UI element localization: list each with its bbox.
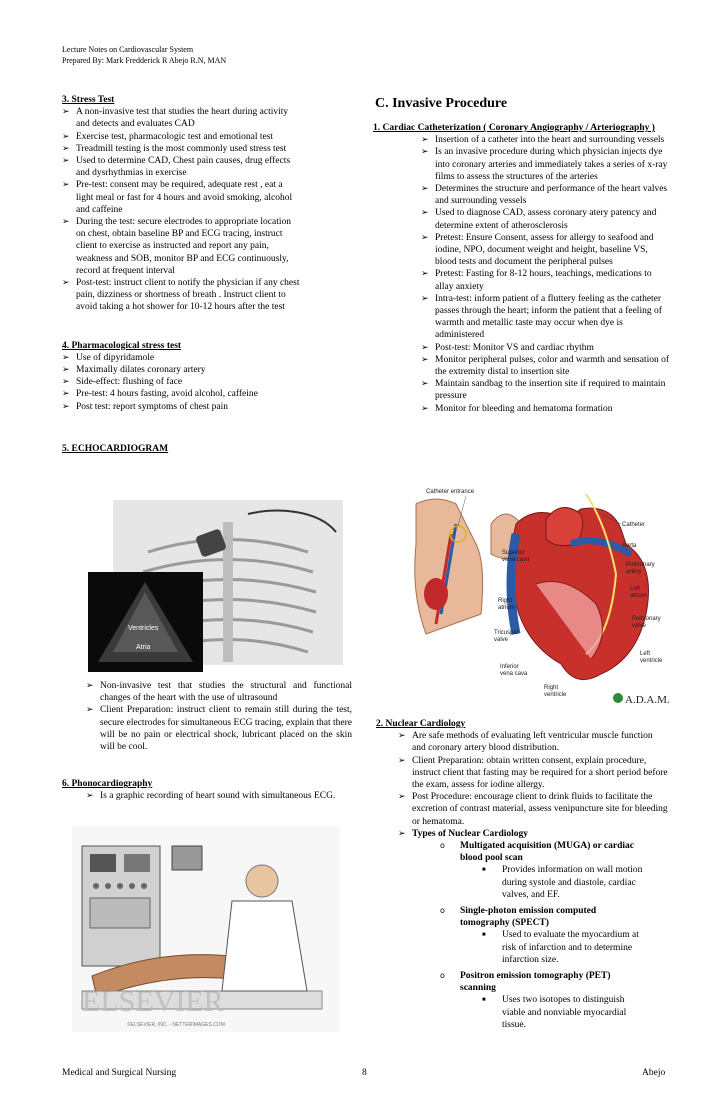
list-item: ➢ Determines the structure and performance of the heart valves and surrounding vessels xyxy=(421,183,671,207)
list-item: ➢ Post Procedure: encourage client to drink fluids to facilitate the excretion of contrast material, assess venipuncture site for bleeding or hematoma. xyxy=(398,791,668,828)
nuclear-section xyxy=(376,718,676,1031)
types-title: Types of Nuclear Cardiology xyxy=(412,828,529,839)
nuclear-title: 2. Nuclear Cardiology xyxy=(376,719,466,729)
list-item: ➢ Pretest: Ensure Consent, assess for allergy to seafood and iodine, NPO, document weight and height, baseline VS, blood tests and document the peripheral pulses xyxy=(421,232,671,269)
list-item: ➢ Intra-test: inform patient of a fluttery feeling as the catheter passes through the heart; inform the patient that a feeling of warmth and metallic taste may occur when dye is administered xyxy=(421,293,671,342)
cath-title: 1. Cardiac Catheterization ( Coronary Angiography / Arteriography ) xyxy=(373,123,655,133)
elsevier-watermark: ELSEVIER xyxy=(82,985,224,1018)
list-item: ➢ Monitor for bleeding and hematoma formation xyxy=(421,403,671,415)
list-item: ➢ Used to determine CAD, Chest pain causes, drug effects and dysrhythmias in exercise xyxy=(62,155,300,179)
type-item xyxy=(438,970,648,1031)
aorta-label: Aorta xyxy=(622,543,637,549)
pharm-stress-title: 4. Pharmacological stress test xyxy=(62,340,182,351)
footer-right: Abejo xyxy=(642,1068,666,1078)
list-item: ➢ Post-test: Monitor VS and cardiac rhythm xyxy=(421,342,671,354)
left-column xyxy=(62,94,352,455)
list-item: ➢ Maintain sandbag to the insertion site if required to maintain pressure xyxy=(421,378,671,402)
catheter-entrance-label: Catheter entrance xyxy=(426,489,475,495)
pharm-stress-list xyxy=(62,352,352,413)
type-item xyxy=(438,905,648,966)
superior-vena-cava-label: Superior vena cava xyxy=(502,550,530,563)
list-item: ➢ Monitor peripheral pulses, color and warmth and sensation of the extremity distal to insertion site xyxy=(421,354,671,378)
footer-left: Medical and Surgical Nursing xyxy=(62,1068,177,1078)
image-credit: ©ELSEVIER, INC. - NETTERIMAGES.COM xyxy=(127,1022,225,1028)
nuclear-list xyxy=(398,730,668,1031)
list-item: ➢ Is a graphic recording of heart sound with simultaneous ECG. xyxy=(86,790,352,802)
list-item: ➢ Client Preparation: obtain written consent, explain procedure, instruct client that fasting may be required for a short period before the exam, assess for iodine allergy. xyxy=(398,755,668,792)
type-item xyxy=(438,840,648,901)
phono-list xyxy=(66,790,352,802)
stress-test-title: 3. Stress Test xyxy=(62,95,115,105)
list-item: ➢ Pretest: Fasting for 8-12 hours, teachings, medications to allay anxiety xyxy=(421,268,671,292)
list-item: ➢ Side-effect: flushing of face xyxy=(62,376,352,388)
page-header xyxy=(62,44,226,66)
types-list xyxy=(412,840,648,1031)
list-item: ➢ Post-test: instruct client to notify the physician if any chest pain, dizziness or shortness of breath . Instruct client to avoid taking a hot shower for 10-12 hours after the test xyxy=(62,277,300,314)
pulmonary-artery-label: Pulmonary artery xyxy=(626,562,655,575)
cath-list xyxy=(421,134,671,415)
phonocardiography-image xyxy=(72,826,340,1032)
echo-text xyxy=(62,680,352,803)
page-number: 8 xyxy=(362,1068,367,1078)
atria-label: Atria xyxy=(136,644,151,651)
list-item: ➢ Treadmill testing is the most commonly used stress test xyxy=(62,143,300,155)
type-name: Single-photon emission computed tomography (SPECT) xyxy=(460,906,597,929)
cardiac-catheterization-diagram xyxy=(396,484,672,710)
type-name: Positron emission tomography (PET) scanning xyxy=(460,971,611,994)
list-item: ➢ A non-invasive test that studies the heart during activity and detects and evaluates CAD xyxy=(62,106,300,130)
left-ventricle-label: Left ventricle xyxy=(640,651,663,664)
list-item: ➢ Is an invasive procedure during which physician injects dye into coronary arteries and immediately takes a series of x-ray films to assess the structures of the arteries xyxy=(421,146,671,183)
right-column xyxy=(373,94,673,415)
svg-text:A.D.A.M.: A.D.A.M. xyxy=(625,694,670,706)
type-name: Multigated acquisition (MUGA) or cardiac blood pool scan xyxy=(460,841,634,864)
list-item: ➢ Non-invasive test that studies the structural and functional changes of the heart with the use of ultrasound xyxy=(86,680,352,704)
list-item: ➢ Use of dipyridamole xyxy=(62,352,352,364)
inferior-vena-cava-label: Inferior vena cava xyxy=(500,664,528,677)
list-item xyxy=(398,828,668,1031)
stress-test-list xyxy=(62,106,300,313)
catheter-label: Catheter xyxy=(622,522,646,528)
echo-title: 5. ECHOCARDIOGRAM xyxy=(62,443,169,454)
list-item: ➢ Client Preparation: instruct client to remain still during the test, secure electrodes for simultaneous ECG tracing, explain that there will be no pain or electrical shock, lubricant placed on the skin will be cool. xyxy=(86,704,352,753)
list-item: ➢ Maximally dilates coronary artery xyxy=(62,364,352,376)
list-item: ➢ Insertion of a catheter into the heart and surrounding vessels xyxy=(421,134,671,146)
list-item: ➢ Post test: report symptoms of chest pain xyxy=(62,401,352,413)
list-item: ➢ Used to diagnose CAD, assess coronary atery patency and determine extent of atherosclerosis xyxy=(421,207,671,231)
header-line-2: Prepared By: Mark Fredderick R Abejo R.N, MAN xyxy=(62,56,227,65)
type-desc: ■ Provides information on wall motion during systole and diastole, cardiac valves, and EF. xyxy=(480,864,648,901)
list-item: ➢ Exercise test, pharmacologic test and emotional test xyxy=(62,131,300,143)
right-ventricle-label: Right ventricle xyxy=(544,685,567,698)
ventricles-label: Ventricles xyxy=(128,625,159,632)
echocardiogram-image xyxy=(88,492,346,672)
echo-list xyxy=(66,680,352,753)
type-desc: ■ Uses two isotopes to distinguish viable and nonviable myocardial tissue. xyxy=(480,994,648,1031)
list-item: ➢ During the test: secure electrodes to appropriate location on chest, obtain baseline BP and ECG tracing, instruct client to exercise as instructed and report any pain, weakness and SOB, monitor BP and ECG continuously, record at frequent interval xyxy=(62,216,300,277)
invasive-title: C. Invasive Procedure xyxy=(375,96,508,111)
pulmonary-valve-label: Pulmonary valve xyxy=(632,616,661,629)
type-desc: ■ Used to evaluate the myocardium at risk of infarction and to determine infarction size. xyxy=(480,929,648,966)
header-line-1: Lecture Notes on Cardiovascular System xyxy=(62,45,194,54)
list-item: ➢ Are safe methods of evaluating left ventricular muscle function and coronary artery blood distribution. xyxy=(398,730,668,754)
right-atrium-label: Right atrium xyxy=(498,598,515,611)
left-atrium-label: Left atrium xyxy=(630,586,647,599)
list-item: ➢ Pre-test: consent may be required, adequate rest , eat a light meal or fast for 4 hours and avoid smoking, alcohol and caffeine xyxy=(62,179,300,216)
phono-title: 6. Phonocardiography xyxy=(62,779,153,790)
list-item: ➢ Pre-test: 4 hours fasting, avoid alcohol, caffeine xyxy=(62,388,352,400)
tricuspid-valve-label: Tricuspid valve xyxy=(494,630,519,643)
